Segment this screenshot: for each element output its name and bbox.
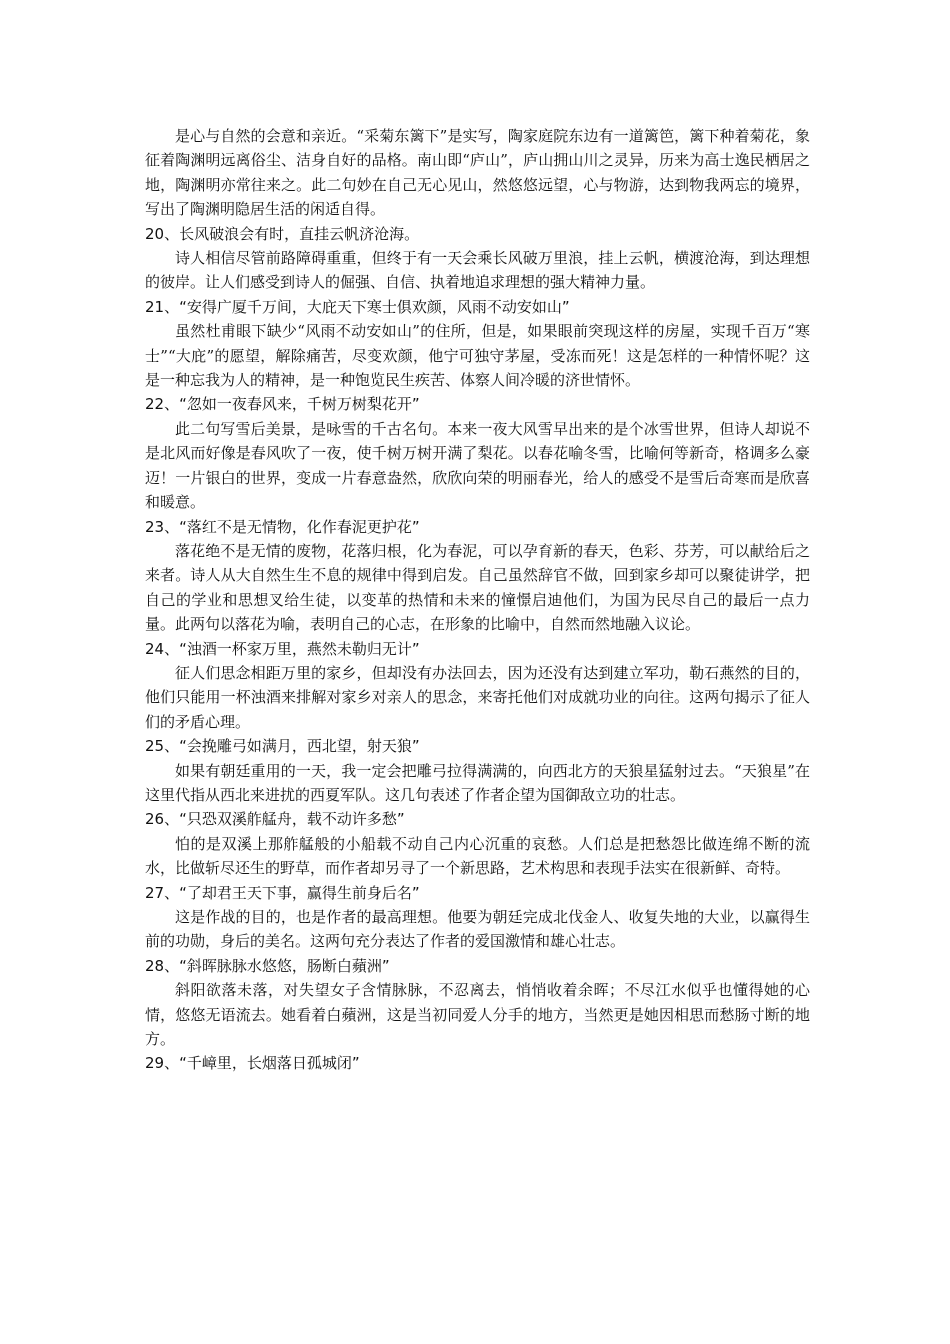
- item-text-26: 怕的是双溪上那舴艋般的小船载不动自己内心沉重的哀愁。人们总是把愁怨比做连绵不断的流水，比做斩尽还生的野草，而作者却另寻了一个新思路，艺术构思和表现手法实在很新鲜、奇特。: [145, 834, 810, 878]
- item-text-22: 此二句写雪后美景，是咏雪的千古名句。本来一夜大风雪早出来的是个冰雪世界，但诗人却说不是北风而好像是春风吹了一夜，使千树万树开满了梨花。以春花喻冬雪，比喻何等新奇，格调多么豪迈！一片银白的世界，变成一片春意盎然，欣欣向荣的明丽春光，给人的感受不是雪后奇寒而是欣喜和暖意。: [145, 419, 810, 512]
- intro-paragraph: 是心与自然的会意和亲近。“采菊东篱下”是实写，陶家庭院东边有一道篱笆，篱下种着菊花，象征着陶渊明远离俗尘、洁身自好的品格。南山即“庐山”，庐山拥山川之灵异，历来为高士逸民栖居之地，陶渊明亦常往来之。此二句妙在自己无心见山，然悠悠远望，心与物游，达到物我两忘的境界，写出了陶渊明隐居生活的闲适自得。: [145, 127, 810, 219]
- item-heading-22: 22、“忽如一夜春风来，千树万树梨花开”: [145, 395, 420, 414]
- item-heading-29: 29、“千嶂里，长烟落日孤城闭”: [145, 1054, 360, 1073]
- item-text-20: 诗人相信尽管前路障碍重重，但终于有一天会乘长风破万里浪，挂上云帆，横渡沧海，到达理想的彼岸。让人们感受到诗人的倔强、自信、执着地追求理想的强大精神力量。: [145, 249, 810, 292]
- item-heading-25: 25、“会挽雕弓如满月，西北望，射天狼”: [145, 737, 420, 756]
- item-heading-23: 23、“落红不是无情物，化作春泥更护花”: [145, 517, 420, 536]
- item-text-24: 征人们思念相距万里的家乡，但却没有办法回去，因为还没有达到建立军功，勒石燕然的目的，他们只能用一杯浊酒来排解对家乡对亲人的思念，来寄托他们对成就功业的向往。这两句揭示了征人们的矛盾心理。: [145, 663, 810, 731]
- item-heading-24: 24、“浊酒一杯家万里，燕然未勒归无计”: [145, 639, 420, 658]
- item-text-27: 这是作战的目的，也是作者的最高理想。他要为朝廷完成北伐金人、收复失地的大业，以赢得生前的功勋，身后的美名。这两句充分表达了作者的爱国激情和雄心壮志。: [145, 908, 810, 951]
- item-heading-28: 28、“斜晖脉脉水悠悠，肠断白蘋洲”: [145, 956, 390, 975]
- document-page: [145, 124, 810, 1076]
- item-text-28: 斜阳欲落未落，对失望女子含情脉脉，不忍离去，悄悄收着余晖；不尽江水似乎也懂得她的心情，悠悠无语流去。她看着白蘋洲，这是当初同爱人分手的地方，当然更是她因相思而愁肠寸断的地方。: [145, 981, 810, 1049]
- item-heading-26: 26、“只恐双溪舴艋舟，载不动许多愁”: [145, 810, 405, 829]
- item-heading-27: 27、“了却君王天下事，赢得生前身后名”: [145, 883, 420, 902]
- item-text-21: 虽然杜甫眼下缺少“风雨不动安如山”的住所，但是，如果眼前突现这样的房屋，实现千百万“寒士”“大庇”的愿望，解除痛苦，尽变欢颜，他宁可独守茅屋，受冻而死！这是怎样的一种情怀呢？这是一种忘我为人的精神，是一种饱览民生疾苦、体察人间冷暖的济世情怀。: [145, 322, 810, 390]
- item-heading-21: 21、“安得广厦千万间，大庇天下寒士俱欢颜，风雨不动安如山”: [145, 297, 570, 316]
- item-text-23: 落花绝不是无情的废物，花落归根，化为春泥，可以孕育新的春天，色彩、芬芳，可以献给后之来者。诗人从大自然生生不息的规律中得到启发。自己虽然辞官不做，回到家乡却可以聚徒讲学，把自己的学业和思想叉给生徒，以变革的热情和未来的憧憬启迪他们，为国为民尽自己的最后一点力量。此两句以落花为喻，表明自己的心志，在形象的比喻中，自然而然地融入议论。: [145, 541, 810, 634]
- item-heading-20: 20、长风破浪会有时，直挂云帆济沧海。: [145, 224, 420, 243]
- item-text-25: 如果有朝廷重用的一天，我一定会把雕弓拉得满满的，向西北方的天狼星猛射过去。“天狼星”在这里代指从西北来进扰的西夏军队。这几句表述了作者企望为国御敌立功的壮志。: [145, 761, 810, 804]
